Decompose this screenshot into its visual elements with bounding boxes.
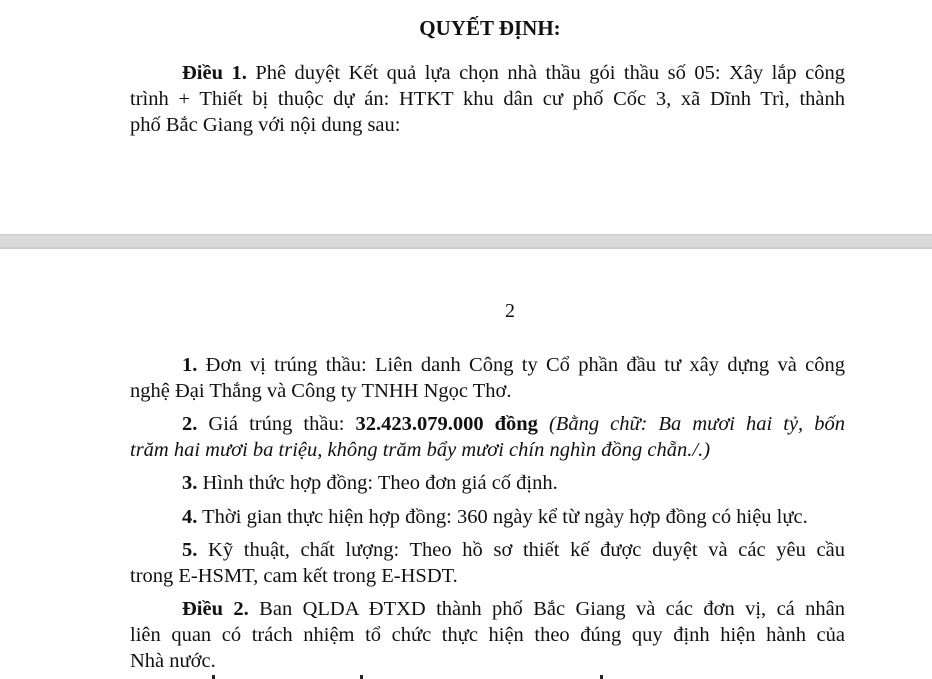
- item-2-line-2: [130, 437, 845, 463]
- decision-heading: QUYẾT ĐỊNH:: [419, 16, 561, 40]
- item-3-text: Hình thức hợp đồng: Theo đơn giá cố định.: [197, 472, 558, 494]
- item-2-line-1: [182, 411, 845, 437]
- article-2-line-2: liên quan có trách nhiệm tổ chức thực hiện theo đúng quy định hiện hành của: [130, 624, 845, 646]
- article-1-line-1: [182, 60, 845, 86]
- article-1-line-2: trình + Thiết bị thuộc dự án: HTKT khu dân cư phố Cốc 3, xã Dĩnh Trì, thành: [130, 88, 845, 110]
- item-4-line-1: [182, 504, 845, 530]
- item-3-label: 3.: [182, 472, 198, 494]
- item-3-line-1: [182, 470, 845, 496]
- article-1-label: Điều 1.: [182, 62, 247, 84]
- article-1-line-3: phố Bắc Giang với nội dung sau:: [130, 114, 401, 136]
- cut-off-glyph: [212, 675, 215, 679]
- cut-off-text-line: [200, 673, 800, 679]
- item-1-label: 1.: [182, 354, 198, 376]
- article-2-label: Điều 2.: [182, 598, 249, 620]
- page-number: 2: [505, 300, 515, 322]
- article-1-text: Phê duyệt Kết quả lựa chọn nhà thầu gói thầu số 05: Xây lắp công: [246, 62, 846, 84]
- item-2-prefix: Giá trúng thầu:: [197, 413, 356, 435]
- item-2-label: 2.: [182, 413, 198, 435]
- article-2-line-3: Nhà nước.: [130, 650, 216, 672]
- cut-off-glyph: [600, 675, 603, 679]
- cut-off-glyph: [360, 675, 363, 679]
- item-5-line-1: [182, 537, 845, 563]
- item-5-text: Kỹ thuật, chất lượng: Theo hồ sơ thiết kế được duyệt và các yêu cầu: [197, 539, 845, 561]
- item-4-text: Thời gian thực hiện hợp đồng: 360 ngày kể từ ngày hợp đồng có hiệu lực.: [197, 506, 808, 528]
- item-2-words-1: (Bằng chữ: Ba mươi hai tỷ, bốn: [537, 413, 845, 435]
- item-2-amount: 32.423.079.000 đồng: [355, 413, 538, 435]
- item-1-text: Đơn vị trúng thầu: Liên danh Công ty Cổ phần đầu tư xây dựng và công: [197, 354, 845, 376]
- item-4-label: 4.: [182, 506, 198, 528]
- item-2-words-2: trăm hai mươi ba triệu, không trăm bẩy mươi chín nghìn đồng chẵn./.): [130, 439, 711, 461]
- item-1-line-1: [182, 352, 845, 378]
- item-1-line-2: nghệ Đại Thắng và Công ty TNHH Ngọc Thơ.: [130, 380, 512, 402]
- article-2-text: Ban QLDA ĐTXD thành phố Bắc Giang và các đơn vị, cá nhân: [248, 598, 846, 620]
- page-separator: [0, 234, 932, 249]
- item-5-line-2: trong E-HSMT, cam kết trong E-HSDT.: [130, 565, 458, 587]
- document-page-1: [0, 0, 932, 234]
- item-5-label: 5.: [182, 539, 198, 561]
- article-2-line-1: [182, 596, 845, 622]
